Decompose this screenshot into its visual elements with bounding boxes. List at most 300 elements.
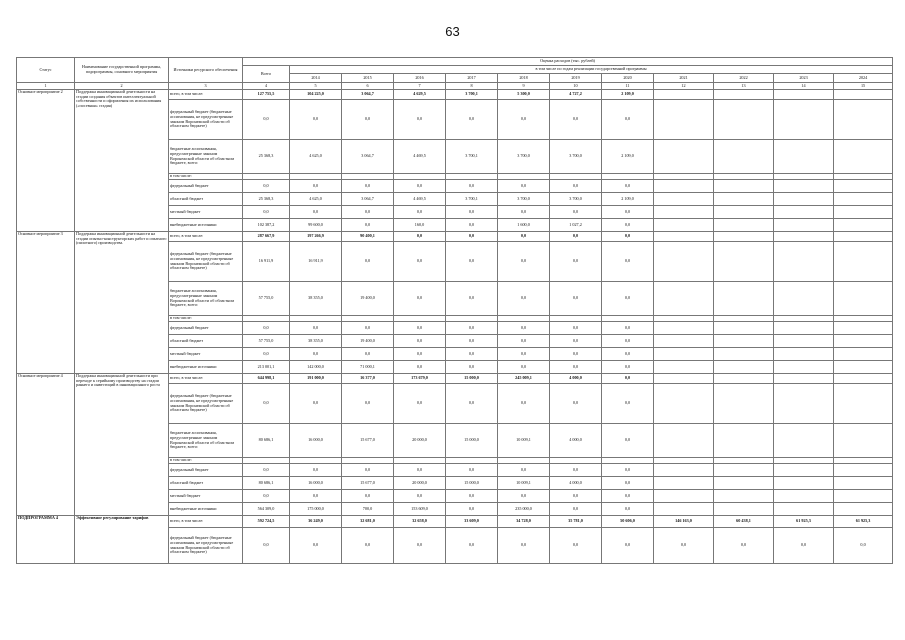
value-cell: 20 000,0	[394, 477, 446, 490]
value-cell: 10 009,1	[498, 477, 550, 490]
value-cell: 160,0	[394, 219, 446, 232]
value-cell: 0,0	[446, 503, 498, 516]
empty-cell	[714, 282, 774, 316]
value-cell: 0,0	[394, 361, 446, 374]
value-cell: 0,0	[342, 490, 394, 503]
value-cell: 0,0	[243, 322, 290, 335]
value-cell: 0,0	[290, 100, 342, 140]
value-cell: 20 000,0	[394, 424, 446, 458]
empty-cell	[834, 384, 893, 424]
empty-cell	[774, 100, 834, 140]
value-cell: 0,0	[243, 528, 290, 564]
empty-cell	[654, 219, 714, 232]
year-header: 2022	[714, 74, 774, 83]
value-cell: 0,0	[446, 464, 498, 477]
empty-cell	[714, 464, 774, 477]
value-cell: 0,0	[602, 242, 654, 282]
column-number: 7	[394, 83, 446, 90]
value-cell: 0,0	[446, 180, 498, 193]
value-cell: 0,0	[498, 528, 550, 564]
value-cell: 0,0	[498, 242, 550, 282]
value-cell: 38 355,0	[290, 335, 342, 348]
value-cell: 16 377,0	[342, 374, 394, 384]
empty-cell	[834, 140, 893, 174]
value-cell: 0,0	[498, 361, 550, 374]
empty-cell	[834, 322, 893, 335]
value-cell: 0,0	[498, 282, 550, 316]
value-cell: 0,0	[498, 232, 550, 242]
empty-cell	[654, 464, 714, 477]
value-cell: 0,0	[602, 322, 654, 335]
value-cell: 0,0	[243, 464, 290, 477]
empty-cell	[654, 361, 714, 374]
value-cell: 0,0	[290, 348, 342, 361]
value-cell: 0,0	[290, 322, 342, 335]
value-cell: 36 249,0	[290, 516, 342, 528]
value-cell: 0,0	[394, 180, 446, 193]
source-label: федеральный бюджет (бюджетные ассигнования, не предусмотренные законом Воронежской области об областном бюджете)	[169, 100, 243, 140]
value-cell: 0,0	[550, 528, 602, 564]
empty-cell	[774, 242, 834, 282]
empty-cell	[714, 348, 774, 361]
value-cell: 0,0	[550, 490, 602, 503]
value-cell: 0,0	[290, 206, 342, 219]
value-cell: 0,0	[602, 348, 654, 361]
source-label: федеральный бюджет	[169, 464, 243, 477]
row-status: Основное мероприятие 4	[17, 374, 75, 516]
value-cell: 19 400,0	[342, 335, 394, 348]
value-cell: 0,0	[446, 528, 498, 564]
empty-cell	[774, 335, 834, 348]
empty-cell	[834, 282, 893, 316]
value-cell: 0,0	[550, 232, 602, 242]
value-cell: 146 163,0	[654, 516, 714, 528]
value-cell: 4 727,2	[550, 90, 602, 100]
empty-cell	[774, 490, 834, 503]
empty-cell	[834, 335, 893, 348]
row-status: ПОДПРОГРАММА 4	[17, 516, 75, 564]
value-cell: 38 355,0	[290, 282, 342, 316]
empty-cell	[714, 180, 774, 193]
value-cell: 0,0	[446, 232, 498, 242]
empty-cell	[834, 232, 893, 242]
source-label: всего, в том числе:	[169, 516, 243, 528]
value-cell: 5 300,0	[498, 90, 550, 100]
value-cell: 16 911,9	[243, 242, 290, 282]
empty-cell	[834, 348, 893, 361]
value-cell: 0,0	[394, 384, 446, 424]
value-cell: 0,0	[550, 335, 602, 348]
column-number: 5	[290, 83, 342, 90]
row-name: Поддержка инновационной деятельности на стадии создания объектов интеллектуальной собственности и оформления их использования («посевная» стадия)	[75, 90, 169, 232]
source-label: местный бюджет	[169, 490, 243, 503]
value-cell: 0,0	[446, 322, 498, 335]
source-label: бюджетные ассигнования, предусмотренные законом Воронежской области об областном бюджете, всего:	[169, 282, 243, 316]
column-number: 14	[774, 83, 834, 90]
empty-cell	[714, 424, 774, 458]
source-label: бюджетные ассигнования, предусмотренные законом Воронежской области об областном бюджете, всего:	[169, 140, 243, 174]
empty-cell	[714, 193, 774, 206]
year-header: 2017	[446, 74, 498, 83]
value-cell: 3 700,0	[498, 140, 550, 174]
row-name: Поддержка инновационной деятельности на стадии опытно-конструкторских работ и опытного (пилотного) производства.	[75, 232, 169, 374]
column-number: 1	[17, 83, 75, 90]
empty-cell	[774, 361, 834, 374]
value-cell: 564 309,0	[243, 503, 290, 516]
value-cell: 80 686,1	[243, 477, 290, 490]
value-cell: 15 000,0	[446, 477, 498, 490]
value-cell: 127 755,5	[243, 90, 290, 100]
value-cell: 0,0	[602, 361, 654, 374]
column-number: 3	[169, 83, 243, 90]
value-cell: 0,0	[498, 206, 550, 219]
source-label: в том числе:	[169, 458, 243, 464]
empty-cell	[714, 219, 774, 232]
value-cell: 0,0	[342, 242, 394, 282]
source-label: всего, в том числе:	[169, 374, 243, 384]
value-cell: 287 667,9	[243, 232, 290, 242]
source-label: местный бюджет	[169, 348, 243, 361]
value-cell: 0,0	[602, 335, 654, 348]
source-label: федеральный бюджет	[169, 180, 243, 193]
value-cell: 0,0	[394, 528, 446, 564]
value-cell: 0,0	[602, 282, 654, 316]
value-cell: 71 000,1	[342, 361, 394, 374]
source-label: внебюджетные источники	[169, 361, 243, 374]
header-name: Наименование государственной программы, подпрограммы, основного мероприятия	[75, 58, 169, 83]
source-label: федеральный бюджет (бюджетные ассигнования, не предусмотренные законом Воронежской области об областном бюджете)	[169, 242, 243, 282]
empty-cell	[714, 374, 774, 384]
value-cell: 0,0	[342, 180, 394, 193]
column-number: 9	[498, 83, 550, 90]
empty-cell	[714, 361, 774, 374]
empty-cell	[834, 424, 893, 458]
value-cell: 10 009,1	[498, 424, 550, 458]
empty-cell	[834, 193, 893, 206]
value-cell: 2 109,0	[602, 90, 654, 100]
value-cell: 0,0	[342, 206, 394, 219]
value-cell: 1 027,2	[550, 219, 602, 232]
empty-cell	[774, 90, 834, 100]
value-cell: 2 109,0	[602, 140, 654, 174]
empty-cell	[714, 100, 774, 140]
empty-cell	[774, 180, 834, 193]
empty-cell	[654, 193, 714, 206]
empty-cell	[774, 464, 834, 477]
empty-cell	[654, 503, 714, 516]
empty-cell	[774, 219, 834, 232]
value-cell: 0,0	[550, 503, 602, 516]
value-cell: 0,0	[243, 490, 290, 503]
empty-cell	[714, 242, 774, 282]
table-row	[17, 232, 893, 242]
value-cell: 0,0	[602, 424, 654, 458]
value-cell: 0,0	[602, 232, 654, 242]
value-cell: 0,0	[498, 490, 550, 503]
source-label: всего, в том числе:	[169, 90, 243, 100]
value-cell: 15 000,0	[446, 424, 498, 458]
value-cell: 4 000,0	[550, 374, 602, 384]
value-cell: 3 700,0	[550, 140, 602, 174]
value-cell: 700,0	[342, 503, 394, 516]
source-label: в том числе:	[169, 174, 243, 180]
value-cell: 3 700,0	[498, 193, 550, 206]
value-cell: 0,0	[498, 100, 550, 140]
value-cell: 0,0	[550, 180, 602, 193]
year-header: 2014	[290, 74, 342, 83]
empty-cell	[714, 322, 774, 335]
column-number: 2	[75, 83, 169, 90]
value-cell: 25 368,3	[243, 140, 290, 174]
empty-cell	[654, 348, 714, 361]
empty-cell	[714, 503, 774, 516]
value-cell: 0,0	[550, 384, 602, 424]
empty-cell	[654, 424, 714, 458]
value-cell: 0,0	[498, 348, 550, 361]
value-cell: 57 755,0	[243, 335, 290, 348]
value-cell: 0,0	[550, 206, 602, 219]
empty-cell	[774, 232, 834, 242]
value-cell: 0,0	[602, 464, 654, 477]
value-cell: 0,0	[602, 384, 654, 424]
value-cell: 0,0	[243, 384, 290, 424]
value-cell: 0,0	[602, 180, 654, 193]
value-cell: 0,0	[446, 219, 498, 232]
value-cell: 0,0	[290, 528, 342, 564]
empty-cell	[654, 477, 714, 490]
value-cell: 0,0	[394, 100, 446, 140]
column-number: 12	[654, 83, 714, 90]
column-number: 6	[342, 83, 394, 90]
value-cell: 32 681,0	[342, 516, 394, 528]
header-source: Источники ресурсного обеспечения	[169, 58, 243, 83]
value-cell: 50 606,0	[602, 516, 654, 528]
source-label: в том числе:	[169, 316, 243, 322]
value-cell: 0,0	[342, 464, 394, 477]
empty-cell	[834, 242, 893, 282]
empty-cell	[654, 90, 714, 100]
value-cell: 3 064,7	[342, 90, 394, 100]
empty-cell	[654, 100, 714, 140]
empty-cell	[774, 140, 834, 174]
row-status: Основное мероприятие 2	[17, 90, 75, 232]
value-cell: 0,0	[394, 232, 446, 242]
empty-cell	[654, 384, 714, 424]
column-number: 13	[714, 83, 774, 90]
empty-cell	[834, 100, 893, 140]
value-cell: 0,0	[394, 206, 446, 219]
value-cell: 0,0	[342, 100, 394, 140]
row-name: Эффективное регулирование тарифов	[75, 516, 169, 564]
value-cell: 32 658,0	[394, 516, 446, 528]
value-cell: 0,0	[290, 490, 342, 503]
year-header: 2024	[834, 74, 893, 83]
header-incl: в том числе по годам реализации государственной программы	[290, 66, 893, 74]
empty-cell	[654, 282, 714, 316]
year-header: 2021	[654, 74, 714, 83]
value-cell: 104 225,0	[290, 90, 342, 100]
year-header: 2023	[774, 74, 834, 83]
value-cell: 0,0	[602, 206, 654, 219]
empty-cell	[774, 282, 834, 316]
value-cell: 0,0	[714, 528, 774, 564]
empty-cell	[654, 232, 714, 242]
value-cell: 19 400,0	[342, 282, 394, 316]
header-total: Всего	[243, 66, 290, 83]
value-cell: 0,0	[446, 361, 498, 374]
value-cell: 4 629,5	[394, 90, 446, 100]
value-cell: 0,0	[394, 490, 446, 503]
value-cell: 0,0	[342, 219, 394, 232]
value-cell: 3 700,1	[446, 90, 498, 100]
empty-cell	[654, 322, 714, 335]
value-cell: 0,0	[446, 335, 498, 348]
column-number: 15	[834, 83, 893, 90]
empty-cell	[654, 140, 714, 174]
value-cell: 0,0	[498, 384, 550, 424]
value-cell: 592 724,5	[243, 516, 290, 528]
year-header: 2019	[550, 74, 602, 83]
value-cell: 644 998,1	[243, 374, 290, 384]
value-cell: 61 925,3	[834, 516, 893, 528]
empty-cell	[834, 361, 893, 374]
value-cell: 60 438,1	[714, 516, 774, 528]
value-cell: 35 781,0	[550, 516, 602, 528]
value-cell: 213 001,1	[243, 361, 290, 374]
value-cell: 0,0	[602, 503, 654, 516]
value-cell: 34 728,0	[498, 516, 550, 528]
expense-table	[16, 57, 893, 564]
source-label: областной бюджет	[169, 477, 243, 490]
empty-cell	[774, 374, 834, 384]
source-label: бюджетные ассигнования, предусмотренные законом Воронежской области об областном бюджете, всего:	[169, 424, 243, 458]
source-label: внебюджетные источники	[169, 219, 243, 232]
value-cell: 0,0	[394, 464, 446, 477]
value-cell: 0,0	[774, 528, 834, 564]
value-cell: 4 469,5	[394, 140, 446, 174]
empty-cell	[654, 335, 714, 348]
value-cell: 16 911,9	[290, 242, 342, 282]
value-cell: 0,0	[550, 464, 602, 477]
value-cell: 0,0	[342, 384, 394, 424]
value-cell: 4 000,0	[550, 477, 602, 490]
empty-cell	[774, 384, 834, 424]
source-label: всего, в том числе:	[169, 232, 243, 242]
empty-cell	[774, 477, 834, 490]
value-cell: 0,0	[446, 490, 498, 503]
value-cell: 0,0	[834, 528, 893, 564]
value-cell: 61 925,3	[774, 516, 834, 528]
value-cell: 0,0	[602, 374, 654, 384]
value-cell: 0,0	[290, 384, 342, 424]
value-cell: 15 000,0	[446, 374, 498, 384]
column-number: 8	[446, 83, 498, 90]
value-cell: 3 700,1	[446, 140, 498, 174]
column-number: 4	[243, 83, 290, 90]
value-cell: 0,0	[342, 528, 394, 564]
value-cell: 0,0	[602, 528, 654, 564]
value-cell: 0,0	[498, 180, 550, 193]
value-cell: 235 000,0	[498, 503, 550, 516]
value-cell: 0,0	[243, 180, 290, 193]
value-cell: 1 600,0	[498, 219, 550, 232]
value-cell: 0,0	[446, 206, 498, 219]
value-cell: 90 400,1	[342, 232, 394, 242]
table-row	[17, 516, 893, 528]
empty-cell	[714, 232, 774, 242]
value-cell: 0,0	[446, 384, 498, 424]
empty-cell	[834, 206, 893, 219]
value-cell: 0,0	[550, 322, 602, 335]
value-cell: 0,0	[394, 322, 446, 335]
header-expense-title: Оценка расходов (тыс. рублей)	[243, 58, 893, 66]
value-cell: 15 677,0	[342, 477, 394, 490]
empty-cell	[714, 384, 774, 424]
column-number: 10	[550, 83, 602, 90]
table-row	[17, 90, 893, 100]
source-label: областной бюджет	[169, 193, 243, 206]
value-cell: 0,0	[342, 348, 394, 361]
value-cell: 0,0	[446, 282, 498, 316]
value-cell: 0,0	[243, 206, 290, 219]
value-cell: 0,0	[290, 180, 342, 193]
value-cell: 0,0	[550, 242, 602, 282]
empty-cell	[834, 219, 893, 232]
year-header: 2016	[394, 74, 446, 83]
empty-cell	[714, 206, 774, 219]
year-header: 2015	[342, 74, 394, 83]
source-label: областной бюджет	[169, 335, 243, 348]
value-cell: 0,0	[342, 322, 394, 335]
value-cell: 0,0	[446, 348, 498, 361]
source-label: федеральный бюджет	[169, 322, 243, 335]
value-cell: 16 000,0	[290, 424, 342, 458]
empty-cell	[834, 464, 893, 477]
value-cell: 0,0	[394, 282, 446, 316]
empty-cell	[774, 348, 834, 361]
value-cell: 0,0	[290, 464, 342, 477]
row-name: Поддержка инновационной деятельности при переходе к серийному производству на стадии раннего и инвестиций в инновационного роста	[75, 374, 169, 516]
empty-cell	[654, 242, 714, 282]
value-cell: 0,0	[550, 100, 602, 140]
value-cell: 0,0	[446, 242, 498, 282]
empty-cell	[834, 374, 893, 384]
empty-cell	[654, 490, 714, 503]
empty-cell	[834, 490, 893, 503]
empty-cell	[654, 180, 714, 193]
value-cell: 15 677,0	[342, 424, 394, 458]
empty-cell	[834, 90, 893, 100]
year-header: 2018	[498, 74, 550, 83]
value-cell: 0,0	[394, 348, 446, 361]
value-cell: 0,0	[602, 100, 654, 140]
value-cell: 175 000,0	[290, 503, 342, 516]
value-cell: 0,0	[498, 335, 550, 348]
value-cell: 142 000,0	[290, 361, 342, 374]
value-cell: 0,0	[446, 100, 498, 140]
column-number: 11	[602, 83, 654, 90]
value-cell: 0,0	[243, 348, 290, 361]
value-cell: 57 755,0	[243, 282, 290, 316]
value-cell: 99 600,0	[290, 219, 342, 232]
value-cell: 33 609,0	[446, 516, 498, 528]
empty-cell	[654, 374, 714, 384]
value-cell: 3 064,7	[342, 140, 394, 174]
value-cell: 4 625,0	[290, 193, 342, 206]
value-cell: 4 000,0	[550, 424, 602, 458]
empty-cell	[654, 206, 714, 219]
empty-cell	[774, 206, 834, 219]
